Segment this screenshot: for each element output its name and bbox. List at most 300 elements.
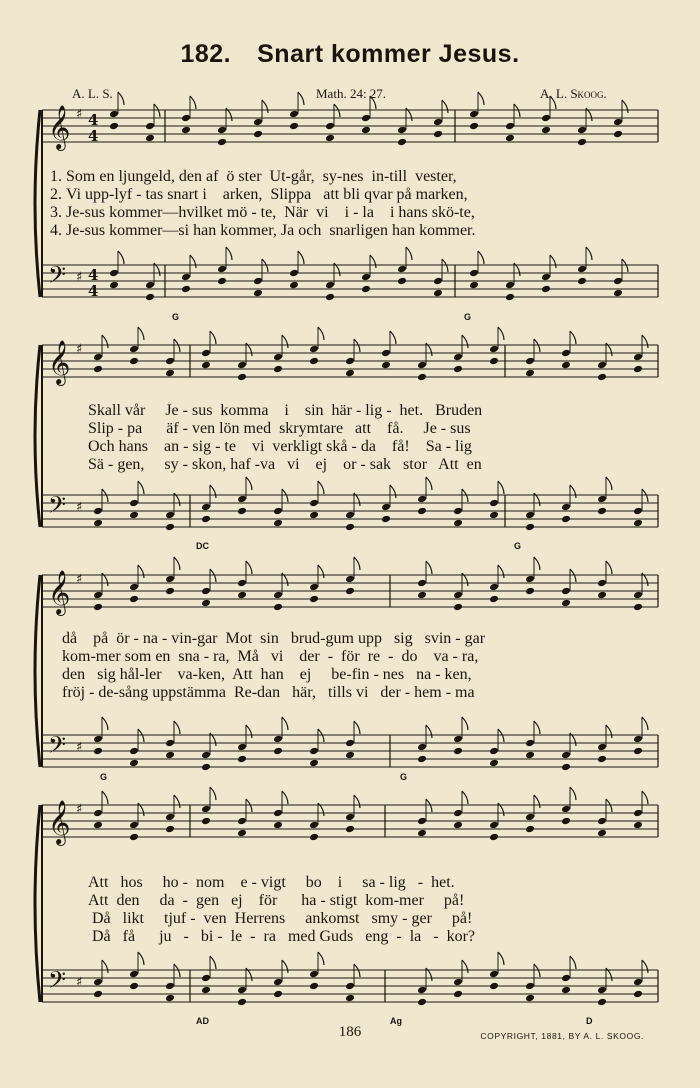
note-head — [181, 285, 191, 294]
note-flag — [210, 787, 216, 800]
lyric-line-1: Skall vår Je - sus komma i sin här - lig - het. Bruden — [88, 402, 483, 419]
note-head — [633, 519, 643, 528]
note-head — [417, 507, 427, 516]
note-head — [309, 833, 319, 842]
note-head — [93, 519, 103, 528]
verse-number: 2. — [50, 186, 62, 203]
note-head — [325, 281, 335, 290]
note-flag — [210, 331, 216, 344]
note-head — [417, 998, 427, 1007]
note-head — [597, 495, 607, 504]
note-head — [201, 587, 211, 596]
note-head — [273, 809, 283, 818]
note-head — [597, 829, 607, 838]
note-flag — [606, 477, 612, 490]
note-head — [237, 373, 247, 382]
chord-label: G — [172, 312, 180, 322]
note-flag — [622, 100, 628, 113]
note-head — [273, 591, 283, 600]
note-flag — [354, 795, 360, 808]
note-head — [93, 365, 103, 374]
note-head — [289, 122, 299, 131]
note-flag — [426, 561, 432, 574]
note-head — [361, 126, 371, 135]
note-head — [201, 361, 211, 370]
note-head — [489, 345, 499, 354]
note-head — [489, 821, 499, 830]
note-head — [345, 511, 355, 520]
verse-number: 1. — [50, 168, 62, 185]
note-head — [417, 755, 427, 764]
note-head — [597, 579, 607, 588]
note-head — [417, 986, 427, 995]
page-number: 186 — [338, 1024, 362, 1040]
note-head — [597, 361, 607, 370]
verse-number: 3. — [50, 204, 62, 221]
lyric-line-3: Då likt tjuf - ven Herrens ankomst smy - ger på! — [88, 910, 473, 927]
note-flag — [102, 960, 108, 973]
note-flag — [102, 335, 108, 348]
note-head — [561, 349, 571, 358]
note-flag — [586, 247, 592, 260]
chord-label: G — [464, 312, 472, 322]
note-head — [561, 599, 571, 608]
note-flag — [354, 721, 360, 734]
note-head — [453, 353, 463, 362]
note-head — [165, 994, 175, 1003]
note-head — [561, 817, 571, 826]
note-head — [129, 583, 139, 592]
lyric-text: Som en ljungeld, den af ö ster Ut-går, sy-nes in-till vester, — [66, 168, 457, 185]
note-flag — [282, 960, 288, 973]
note-head — [253, 130, 263, 139]
lyric-line-4: Sä - gen, sy - skon, haf -va vi ej or - sak stor Att en — [88, 456, 482, 473]
note-head — [453, 519, 463, 528]
note-flag — [534, 721, 540, 734]
note-head — [145, 134, 155, 143]
note-flag — [498, 952, 504, 965]
note-head — [345, 369, 355, 378]
note-flag — [246, 561, 252, 574]
note-flag — [406, 247, 412, 260]
note-head — [381, 515, 391, 524]
time-signature: 4 — [88, 111, 99, 129]
note-head — [633, 809, 643, 818]
bass-clef: 𝄢 — [48, 261, 67, 294]
note-head — [397, 265, 407, 274]
note-head — [145, 122, 155, 131]
note-head — [345, 575, 355, 584]
lyric-line-4: fröj - de-sång uppstämma Re-dan här, tills vi der - hem - ma — [62, 684, 475, 701]
note-head — [381, 361, 391, 370]
note-head — [453, 591, 463, 600]
note-head — [309, 511, 319, 520]
note-flag — [210, 956, 216, 969]
note-head — [525, 575, 535, 584]
note-head — [613, 130, 623, 139]
lyric-verse-3 — [30, 204, 475, 221]
note-head — [309, 595, 319, 604]
note-head — [597, 755, 607, 764]
note-head — [93, 507, 103, 516]
note-head — [561, 515, 571, 524]
note-head — [345, 825, 355, 834]
chord-label: Ag — [390, 1016, 402, 1026]
note-flag — [138, 952, 144, 965]
note-head — [201, 986, 211, 995]
note-head — [381, 349, 391, 358]
note-flag — [138, 327, 144, 340]
note-flag — [570, 787, 576, 800]
note-head — [93, 978, 103, 987]
time-signature: 4 — [88, 266, 99, 284]
note-head — [129, 595, 139, 604]
note-head — [253, 118, 263, 127]
note-flag — [426, 477, 432, 490]
treble-clef: 𝄞 — [48, 340, 71, 384]
lyric-line-2: Att den da - gen ej för ha - stigt kom-mer på! — [88, 892, 465, 909]
note-head — [289, 110, 299, 119]
note-head — [309, 345, 319, 354]
note-head — [561, 587, 571, 596]
note-head — [165, 739, 175, 748]
note-flag — [318, 565, 324, 578]
note-head — [129, 345, 139, 354]
lyric-text: Vi upp-lyf - tas snart i arken, Slippa att bli qvar på marken, — [66, 186, 468, 203]
note-head — [453, 821, 463, 830]
note-head — [237, 986, 247, 995]
note-head — [201, 817, 211, 826]
lyric-verse-2 — [30, 186, 468, 203]
note-head — [165, 587, 175, 596]
note-head — [577, 265, 587, 274]
system-brace — [35, 575, 40, 767]
note-head — [145, 281, 155, 290]
note-head — [469, 269, 479, 278]
treble-clef: 𝄞 — [48, 570, 71, 614]
sharp-key-signature: ♯ — [76, 740, 83, 755]
note-flag — [282, 717, 288, 730]
note-head — [109, 269, 119, 278]
note-head — [417, 361, 427, 370]
sharp-key-signature: ♯ — [76, 342, 83, 357]
note-head — [237, 755, 247, 764]
note-head — [165, 511, 175, 520]
copyright-notice: COPYRIGHT, 1881, BY A. L. SKOOG. — [480, 1031, 644, 1041]
note-head — [525, 994, 535, 1003]
lyricist-credit: A. L. S. — [72, 86, 113, 101]
note-head — [469, 122, 479, 131]
note-head — [93, 990, 103, 999]
note-head — [237, 998, 247, 1007]
lyric-line-1: Att hos ho - nom e - vigt bo i sa - lig - het. — [88, 874, 455, 891]
sharp-key-signature: ♯ — [76, 500, 83, 515]
treble-clef: 𝄞 — [48, 105, 71, 149]
sharp-key-signature: ♯ — [76, 270, 83, 285]
note-head — [201, 805, 211, 814]
note-head — [505, 134, 515, 143]
note-flag — [370, 255, 376, 268]
note-head — [453, 507, 463, 516]
time-signature: 4 — [88, 282, 99, 300]
note-head — [129, 759, 139, 768]
lyric-line-3: Och hans an - sig - te vi verkligt skå - da få! Sa - lig — [88, 438, 472, 455]
note-head — [505, 281, 515, 290]
note-head — [541, 114, 551, 123]
chord-label: G — [514, 541, 522, 551]
note-flag — [426, 725, 432, 738]
note-head — [577, 277, 587, 286]
note-head — [525, 739, 535, 748]
note-head — [489, 970, 499, 979]
note-flag — [174, 721, 180, 734]
note-head — [453, 603, 463, 612]
note-head — [433, 289, 443, 298]
note-head — [597, 986, 607, 995]
note-head — [361, 114, 371, 123]
note-flag — [570, 485, 576, 498]
note-head — [129, 499, 139, 508]
note-head — [633, 735, 643, 744]
note-flag — [102, 791, 108, 804]
note-flag — [318, 327, 324, 340]
note-head — [505, 293, 515, 302]
note-head — [273, 747, 283, 756]
note-head — [217, 265, 227, 274]
note-head — [561, 503, 571, 512]
note-head — [325, 293, 335, 302]
note-flag — [498, 481, 504, 494]
note-head — [525, 523, 535, 532]
note-head — [489, 759, 499, 768]
hymn-number: 182. — [180, 40, 232, 68]
note-head — [433, 277, 443, 286]
note-head — [345, 523, 355, 532]
note-head — [345, 587, 355, 596]
note-head — [181, 126, 191, 135]
note-head — [397, 138, 407, 147]
note-flag — [606, 561, 612, 574]
note-flag — [246, 725, 252, 738]
note-flag — [138, 565, 144, 578]
note-flag — [390, 331, 396, 344]
note-flag — [138, 481, 144, 494]
note-head — [577, 126, 587, 135]
note-head — [633, 821, 643, 830]
note-head — [273, 990, 283, 999]
note-head — [237, 591, 247, 600]
note-flag — [190, 255, 196, 268]
sharp-key-signature: ♯ — [76, 572, 83, 587]
note-head — [525, 587, 535, 596]
note-head — [165, 751, 175, 760]
note-head — [453, 747, 463, 756]
note-flag — [642, 791, 648, 804]
note-head — [633, 747, 643, 756]
note-head — [417, 373, 427, 382]
note-head — [417, 579, 427, 588]
note-head — [201, 763, 211, 772]
chord-label: AD — [196, 1016, 209, 1026]
composer-credit: A. L. Skoog. — [540, 86, 607, 101]
note-head — [93, 747, 103, 756]
note-flag — [570, 331, 576, 344]
note-flag — [174, 557, 180, 570]
note-head — [453, 809, 463, 818]
note-head — [541, 273, 551, 282]
note-head — [597, 817, 607, 826]
note-head — [541, 285, 551, 294]
note-head — [597, 998, 607, 1007]
note-flag — [246, 477, 252, 490]
note-head — [325, 134, 335, 143]
note-head — [489, 833, 499, 842]
note-head — [489, 595, 499, 604]
lyric-line-3: den sig hål-ler va-ken, Att han ej be-fin - nes na - ken, — [62, 666, 472, 683]
note-head — [309, 759, 319, 768]
note-head — [525, 751, 535, 760]
note-flag — [370, 96, 376, 109]
note-flag — [642, 335, 648, 348]
note-head — [453, 990, 463, 999]
chord-label: G — [100, 772, 108, 782]
system-brace — [35, 805, 40, 1002]
chord-label: DC — [196, 541, 209, 551]
note-head — [93, 603, 103, 612]
note-head — [217, 126, 227, 135]
note-head — [489, 583, 499, 592]
note-head — [309, 982, 319, 991]
note-head — [273, 735, 283, 744]
note-head — [237, 495, 247, 504]
note-head — [633, 591, 643, 600]
note-flag — [318, 952, 324, 965]
note-head — [165, 575, 175, 584]
chord-label: D — [586, 1016, 593, 1026]
treble-clef: 𝄞 — [48, 800, 71, 844]
lyric-verse-4 — [30, 222, 476, 239]
note-head — [417, 743, 427, 752]
note-head — [489, 511, 499, 520]
note-head — [345, 982, 355, 991]
note-head — [361, 273, 371, 282]
note-head — [129, 982, 139, 991]
lyric-text: Je-sus kommer—si han kommer, Ja och snarligen han kommer. — [66, 222, 476, 239]
note-flag — [390, 485, 396, 498]
note-head — [561, 763, 571, 772]
note-head — [253, 277, 263, 286]
note-head — [577, 138, 587, 147]
scripture-reference: Math. 24: 27. — [316, 86, 387, 101]
lyric-line-4: Då få ju - bi - le - ra med Guds eng - la - kor? — [88, 928, 475, 945]
note-head — [345, 357, 355, 366]
note-head — [597, 507, 607, 516]
note-head — [217, 138, 227, 147]
note-head — [237, 817, 247, 826]
note-head — [109, 122, 119, 131]
note-flag — [462, 791, 468, 804]
note-flag — [462, 960, 468, 973]
note-flag — [534, 557, 540, 570]
note-head — [597, 373, 607, 382]
time-signature: 4 — [88, 127, 99, 145]
note-flag — [478, 92, 484, 105]
sharp-key-signature: ♯ — [76, 802, 83, 817]
note-head — [489, 747, 499, 756]
note-flag — [478, 251, 484, 264]
system-brace — [35, 345, 40, 527]
bass-clef: 𝄢 — [48, 491, 67, 524]
note-head — [273, 978, 283, 987]
note-head — [417, 495, 427, 504]
note-flag — [262, 100, 268, 113]
note-head — [561, 361, 571, 370]
note-head — [309, 583, 319, 592]
note-head — [597, 743, 607, 752]
note-flag — [118, 251, 124, 264]
note-head — [129, 821, 139, 830]
note-head — [129, 511, 139, 520]
note-head — [453, 365, 463, 374]
note-head — [417, 591, 427, 600]
lyric-line-2: kom-mer som en sna - ra, Må vi der - för re - do va - ra, — [62, 648, 479, 665]
note-head — [165, 982, 175, 991]
sharp-key-signature: ♯ — [76, 107, 83, 122]
note-flag — [462, 335, 468, 348]
note-head — [309, 357, 319, 366]
note-head — [273, 353, 283, 362]
note-flag — [498, 327, 504, 340]
note-head — [541, 126, 551, 135]
note-head — [489, 357, 499, 366]
note-head — [433, 130, 443, 139]
note-head — [381, 503, 391, 512]
note-flag — [318, 481, 324, 494]
note-head — [505, 122, 515, 131]
note-head — [93, 735, 103, 744]
note-head — [309, 821, 319, 830]
note-head — [489, 982, 499, 991]
note-head — [289, 281, 299, 290]
note-flag — [298, 92, 304, 105]
note-head — [453, 735, 463, 744]
note-head — [273, 507, 283, 516]
note-head — [525, 511, 535, 520]
note-head — [345, 751, 355, 760]
note-head — [273, 821, 283, 830]
note-head — [613, 118, 623, 127]
lyric-line-2: Slip - pa äf - ven lön med skrymtare att få. Je - sus — [88, 420, 471, 437]
note-head — [181, 114, 191, 123]
note-head — [165, 369, 175, 378]
note-head — [397, 126, 407, 135]
note-head — [417, 829, 427, 838]
note-head — [145, 293, 155, 302]
note-head — [109, 281, 119, 290]
note-head — [273, 603, 283, 612]
note-flag — [102, 717, 108, 730]
note-flag — [210, 485, 216, 498]
note-head — [129, 357, 139, 366]
note-flag — [190, 96, 196, 109]
note-flag — [550, 96, 556, 109]
lyric-line-1: då på ör - na - vin-gar Mot sin brud-gum upp sig svin - gar — [62, 630, 486, 647]
note-head — [253, 289, 263, 298]
note-head — [237, 361, 247, 370]
note-head — [201, 349, 211, 358]
note-flag — [498, 565, 504, 578]
note-flag — [354, 557, 360, 570]
